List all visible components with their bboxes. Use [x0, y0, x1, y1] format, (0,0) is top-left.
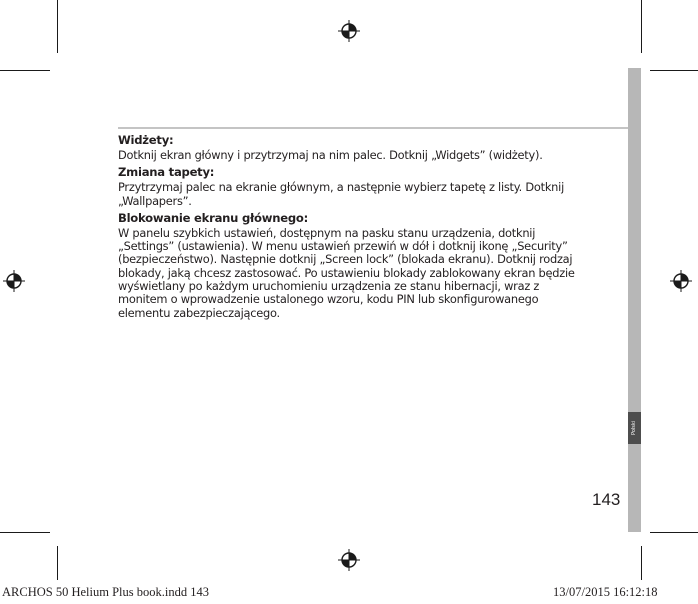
- crop-mark-top-right-vertical: [641, 0, 642, 53]
- registration-target-icon: [338, 549, 360, 571]
- section-widgets: [118, 133, 618, 162]
- section-body: W panelu szybkich ustawień, dostępnym na pasku stanu urządzenia, dotknij „Settings” (ustawienia). W menu ustawień przewiń w dół i dotknij ikonę „Security” (bezpieczeństwo). Następnie dotknij „Screen lock” (blokada ekranu). Dotknij rodzaj blokady, jaką chcesz zastosować. Po ustawieniu blokady zablokowany ekran będzie wyświetlany po każdym uruchomieniu urządzenia ze stanu hibernacji, wraz z monitem o wprowadzenie ustalonego wzoru, kodu PIN lub skonfigurowanego elementu zabezpieczającego.: [118, 225, 575, 320]
- crop-mark-top-left-horizontal: [0, 70, 50, 71]
- section-body: Dotknij ekran główny i przytrzymaj na nim palec. Dotknij „Widgets” (widżety).: [118, 148, 543, 162]
- section-heading: Blokowanie ekranu głównego:: [118, 210, 309, 225]
- registration-target-icon: [3, 270, 25, 292]
- crop-mark-top-left-vertical: [57, 0, 58, 53]
- crop-mark-bottom-left-horizontal: [0, 532, 50, 533]
- side-language-bar: [628, 68, 641, 532]
- crop-mark-bottom-right-horizontal: [650, 532, 698, 533]
- crop-mark-bottom-left-vertical: [57, 546, 58, 580]
- print-slug-file: ARCHOS 50 Helium Plus book.indd 143: [2, 585, 209, 599]
- section-body: Przytrzymaj palec na ekranie głównym, a następnie wybierz tapetę z listy. Dotknij „Wallpapers”.: [118, 180, 564, 208]
- section-screen-lock: [118, 211, 618, 320]
- print-slug-datetime: 13/07/2015 16:12:18: [553, 585, 658, 599]
- section-top-rule: [118, 127, 628, 129]
- section-heading: Widżety:: [118, 133, 174, 147]
- crop-mark-top-right-horizontal: [650, 70, 698, 71]
- page-number: 143: [592, 490, 621, 509]
- crop-mark-bottom-right-vertical: [641, 546, 642, 580]
- page-content: [118, 133, 618, 323]
- registration-target-icon: [670, 270, 692, 292]
- section-heading: Zmiana tapety:: [118, 165, 215, 180]
- registration-target-icon: [338, 20, 360, 42]
- section-wallpaper: [118, 165, 618, 208]
- side-language-tab-label: Polski: [631, 420, 637, 436]
